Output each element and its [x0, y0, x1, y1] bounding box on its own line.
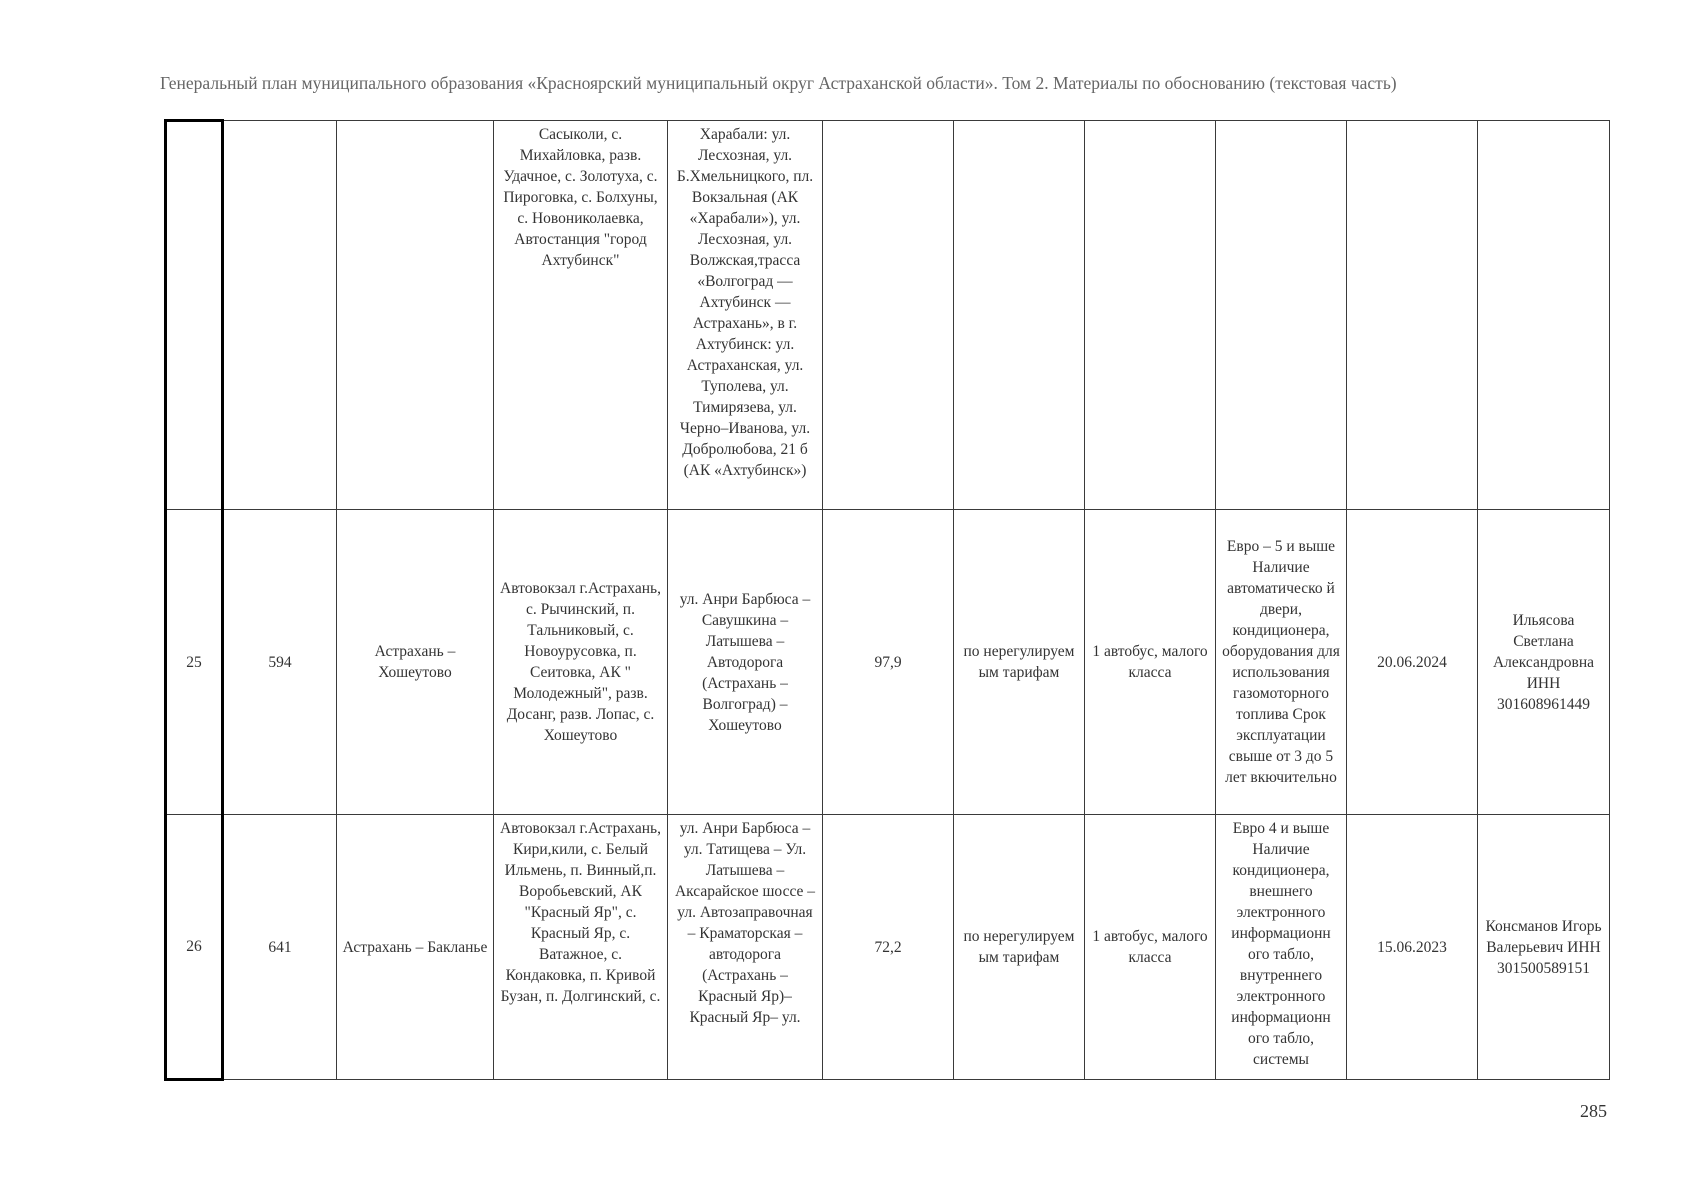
- page-number: 285: [1580, 1101, 1607, 1121]
- route-number-cell: [223, 121, 337, 510]
- route-number-cell: 594: [223, 510, 337, 815]
- length-cell: 97,9: [823, 510, 954, 815]
- streets-cell: Харабали: ул. Лесхозная, ул. Б.Хмельницкого, пл. Вокзальная (АК «Харабали»), ул. Лесхозная, ул. Волжская,трасса «Волгоград — Ахтубинск — Астрахань», в г. Ахтубинск: ул. Астраханская, ул. Туполева, ул. Тимирязева, ул. Черно–Иванова, ул. Добролюбова, 21 б (АК «Ахтубинск»): [668, 121, 823, 510]
- vehicles-cell: 1 автобус, малого класса: [1085, 815, 1216, 1080]
- carrier-cell: [1478, 121, 1610, 510]
- date-cell: 20.06.2024: [1347, 510, 1478, 815]
- date-cell: 15.06.2023: [1347, 815, 1478, 1080]
- document-header: Генеральный план муниципального образования «Красноярский муниципальный округ Астраханской области». Том 2. Материалы по обоснованию (текстовая часть): [160, 73, 1397, 93]
- streets-cell: ул. Анри Барбюса – Савушкина – Латышева – Автодорога (Астрахань – Волгоград) – Хошеутово: [668, 510, 823, 815]
- row-number-cell: 25: [166, 510, 223, 815]
- route-number-cell: 641: [223, 815, 337, 1080]
- table-row: [166, 815, 1610, 1080]
- date-cell: [1347, 121, 1478, 510]
- vehicles-cell: [1085, 121, 1216, 510]
- row-number-cell: [166, 121, 223, 510]
- stops-cell: Автовокзал г.Астрахань, с. Рычинский, п. Тальниковый, с. Новоурусовка, п. Сеитовка, АК " Молодежный", разв. Досанг, разв. Лопас, с. Хошеутово: [494, 510, 668, 815]
- length-cell: [823, 121, 954, 510]
- characteristics-cell: [1216, 121, 1347, 510]
- carrier-cell: Ильясова Светлана Александровна ИНН 301608961449: [1478, 510, 1610, 815]
- streets-cell: ул. Анри Барбюса – ул. Татищева – Ул. Латышева – Аксарайское шоссе – ул. Автозаправочная – Краматорская – автодорога (Астрахань – Красный Яр)– Красный Яр– ул.: [668, 815, 823, 1080]
- stops-cell: Сасыколи, с. Михайловка, разв. Удачное, с. Золотуха, с. Пироговка, с. Болхуны, с. Новониколаевка, Автостанция "город Ахтубинск": [494, 121, 668, 510]
- route-name-cell: Астрахань – Бакланье: [337, 815, 494, 1080]
- characteristics-cell: Евро 4 и выше Наличие кондиционера, внешнего электронного информационн ого табло, внутреннего электронного информационн ого табло, системы: [1216, 815, 1347, 1080]
- length-cell: 72,2: [823, 815, 954, 1080]
- table-row: [166, 510, 1610, 815]
- carrier-cell: Консманов Игорь Валерьевич ИНН 301500589151: [1478, 815, 1610, 1080]
- vehicles-cell: 1 автобус, малого класса: [1085, 510, 1216, 815]
- stops-cell: Автовокзал г.Астрахань, Кири,кили, с. Белый Ильмень, п. Винный,п. Воробьевский, АК "Красный Яр", с. Красный Яр, с. Ватажное, с. Кондаковка, п. Кривой Бузан, п. Долгинский, с.: [494, 815, 668, 1080]
- route-name-cell: Астрахань – Хошеутово: [337, 510, 494, 815]
- tariff-cell: по нерегулируем ым тарифам: [954, 815, 1085, 1080]
- row-number-cell: 26: [166, 815, 223, 1080]
- table-row: [166, 121, 1610, 510]
- routes-table: [164, 119, 1610, 1081]
- tariff-cell: [954, 121, 1085, 510]
- tariff-cell: по нерегулируем ым тарифам: [954, 510, 1085, 815]
- route-name-cell: [337, 121, 494, 510]
- characteristics-cell: Евро – 5 и выше Наличие автоматическо й двери, кондиционера, оборудования для использования газомоторного топлива Срок эксплуатации свыше от 3 до 5 лет вкючительно: [1216, 510, 1347, 815]
